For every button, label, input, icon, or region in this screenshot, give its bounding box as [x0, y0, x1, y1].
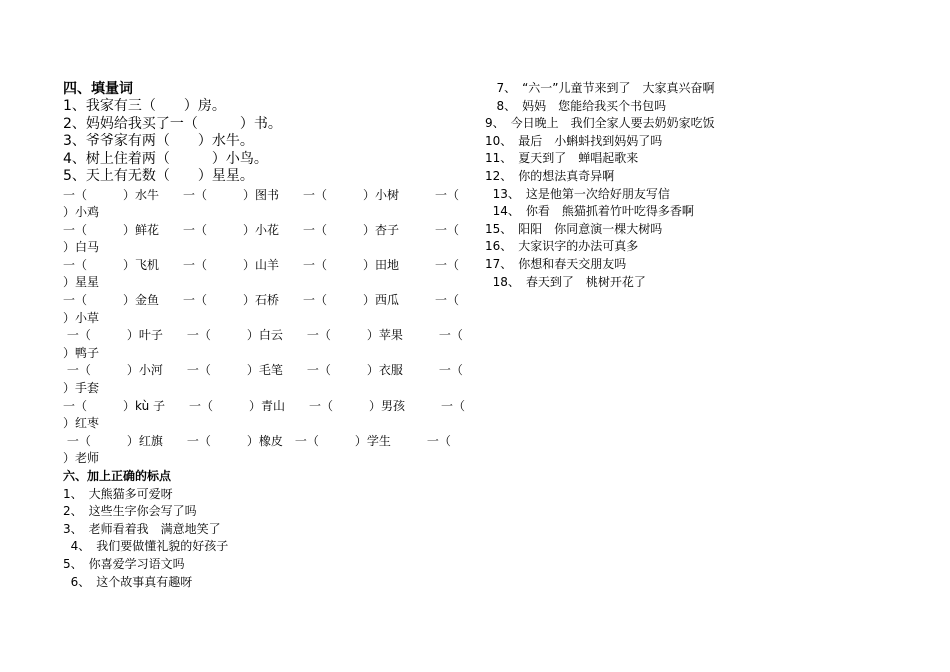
question-line: 5、天上有无数（ ）星星。	[63, 168, 254, 184]
punctuation-item: 2、 这些生字你会写了吗	[63, 504, 197, 519]
fill-line: ）星星	[63, 275, 100, 290]
question-line: 1、我家有三（ ）房。	[63, 98, 226, 114]
punctuation-item: 12、 你的想法真奇异啊	[485, 168, 615, 183]
question-line: 2、妈妈给我买了一（ ）书。	[63, 115, 282, 132]
fill-line: 一（ ）飞机 一（ ）山羊 一（ ）田地 一（	[63, 257, 460, 272]
punctuation-item: 18、 春天到了 桃树开花了	[485, 274, 646, 289]
fill-line: 一（ ）叶子 一（ ）白云 一（ ）苹果 一（	[63, 328, 463, 343]
fill-line: 一（ ）鲜花 一（ ）小花 一（ ）杏子 一（	[63, 222, 460, 237]
section-6-title: 六、加上正确的标点	[63, 469, 172, 483]
fill-line: 一（ ）红旗 一（ ）橡皮 一（ ）学生 一（	[63, 433, 451, 448]
question-line: 4、树上住着两（ ）小鸟。	[63, 150, 268, 167]
section-4-title: 四、填量词	[63, 81, 133, 97]
fill-line: ）小草	[63, 310, 100, 325]
punctuation-item: 5、 你喜爱学习语文吗	[63, 556, 185, 571]
fill-line: ）手套	[63, 381, 100, 396]
punctuation-item: 3、 老师看着我 满意地笑了	[63, 521, 221, 536]
fill-line: ）小鸡	[63, 205, 100, 220]
right-column	[485, 80, 815, 291]
punctuation-item: 15、 阳阳 你同意演一棵大树吗	[485, 221, 663, 236]
fill-line: ）老师	[63, 451, 100, 466]
punctuation-item: 9、 今日晚上 我们全家人要去奶奶家吃饭	[485, 116, 715, 131]
punctuation-item: 17、 你想和春天交朋友吗	[485, 256, 627, 271]
punctuation-item: 7、 “六一”儿童节来到了 大家真兴奋啊	[485, 81, 715, 95]
fill-line: 一（ ）kù 子 一（ ）青山 一（ ）男孩 一（	[63, 398, 466, 413]
section-6-left-items	[63, 486, 473, 592]
fill-line: 一（ ）金鱼 一（ ）石桥 一（ ）西瓜 一（	[63, 293, 460, 308]
fill-line: ）红枣	[63, 416, 100, 431]
punctuation-item: 6、 这个故事真有趣呀	[63, 574, 193, 589]
punctuation-item: 16、 大家识字的办法可真多	[485, 239, 639, 254]
left-column	[63, 81, 473, 591]
punctuation-item: 1、 大熊猫多可爱呀	[63, 486, 173, 501]
measure-word-grid	[63, 187, 473, 469]
punctuation-item: 14、 你看 熊猫抓着竹叶吃得多香啊	[485, 204, 694, 219]
punctuation-item: 11、 夏天到了 蝉唱起歌来	[485, 151, 639, 166]
fill-line: 一（ ）水牛 一（ ）图书 一（ ）小树 一（	[63, 187, 460, 202]
punctuation-item: 10、 最后 小蝌蚪找到妈妈了吗	[485, 133, 663, 148]
fill-line: ）鸭子	[63, 345, 100, 360]
question-line: 3、爷爷家有两（ ）水牛。	[63, 133, 254, 149]
fill-line: 一（ ）小河 一（ ）毛笔 一（ ）衣服 一（	[63, 363, 463, 378]
punctuation-item: 8、 妈妈 您能给我买个书包吗	[485, 98, 667, 113]
fill-line: ）白马	[63, 240, 100, 255]
section-4-items	[63, 98, 473, 186]
punctuation-item: 4、 我们要做懂礼貌的好孩子	[63, 539, 229, 554]
punctuation-item: 13、 这是他第一次给好朋友写信	[485, 186, 670, 201]
